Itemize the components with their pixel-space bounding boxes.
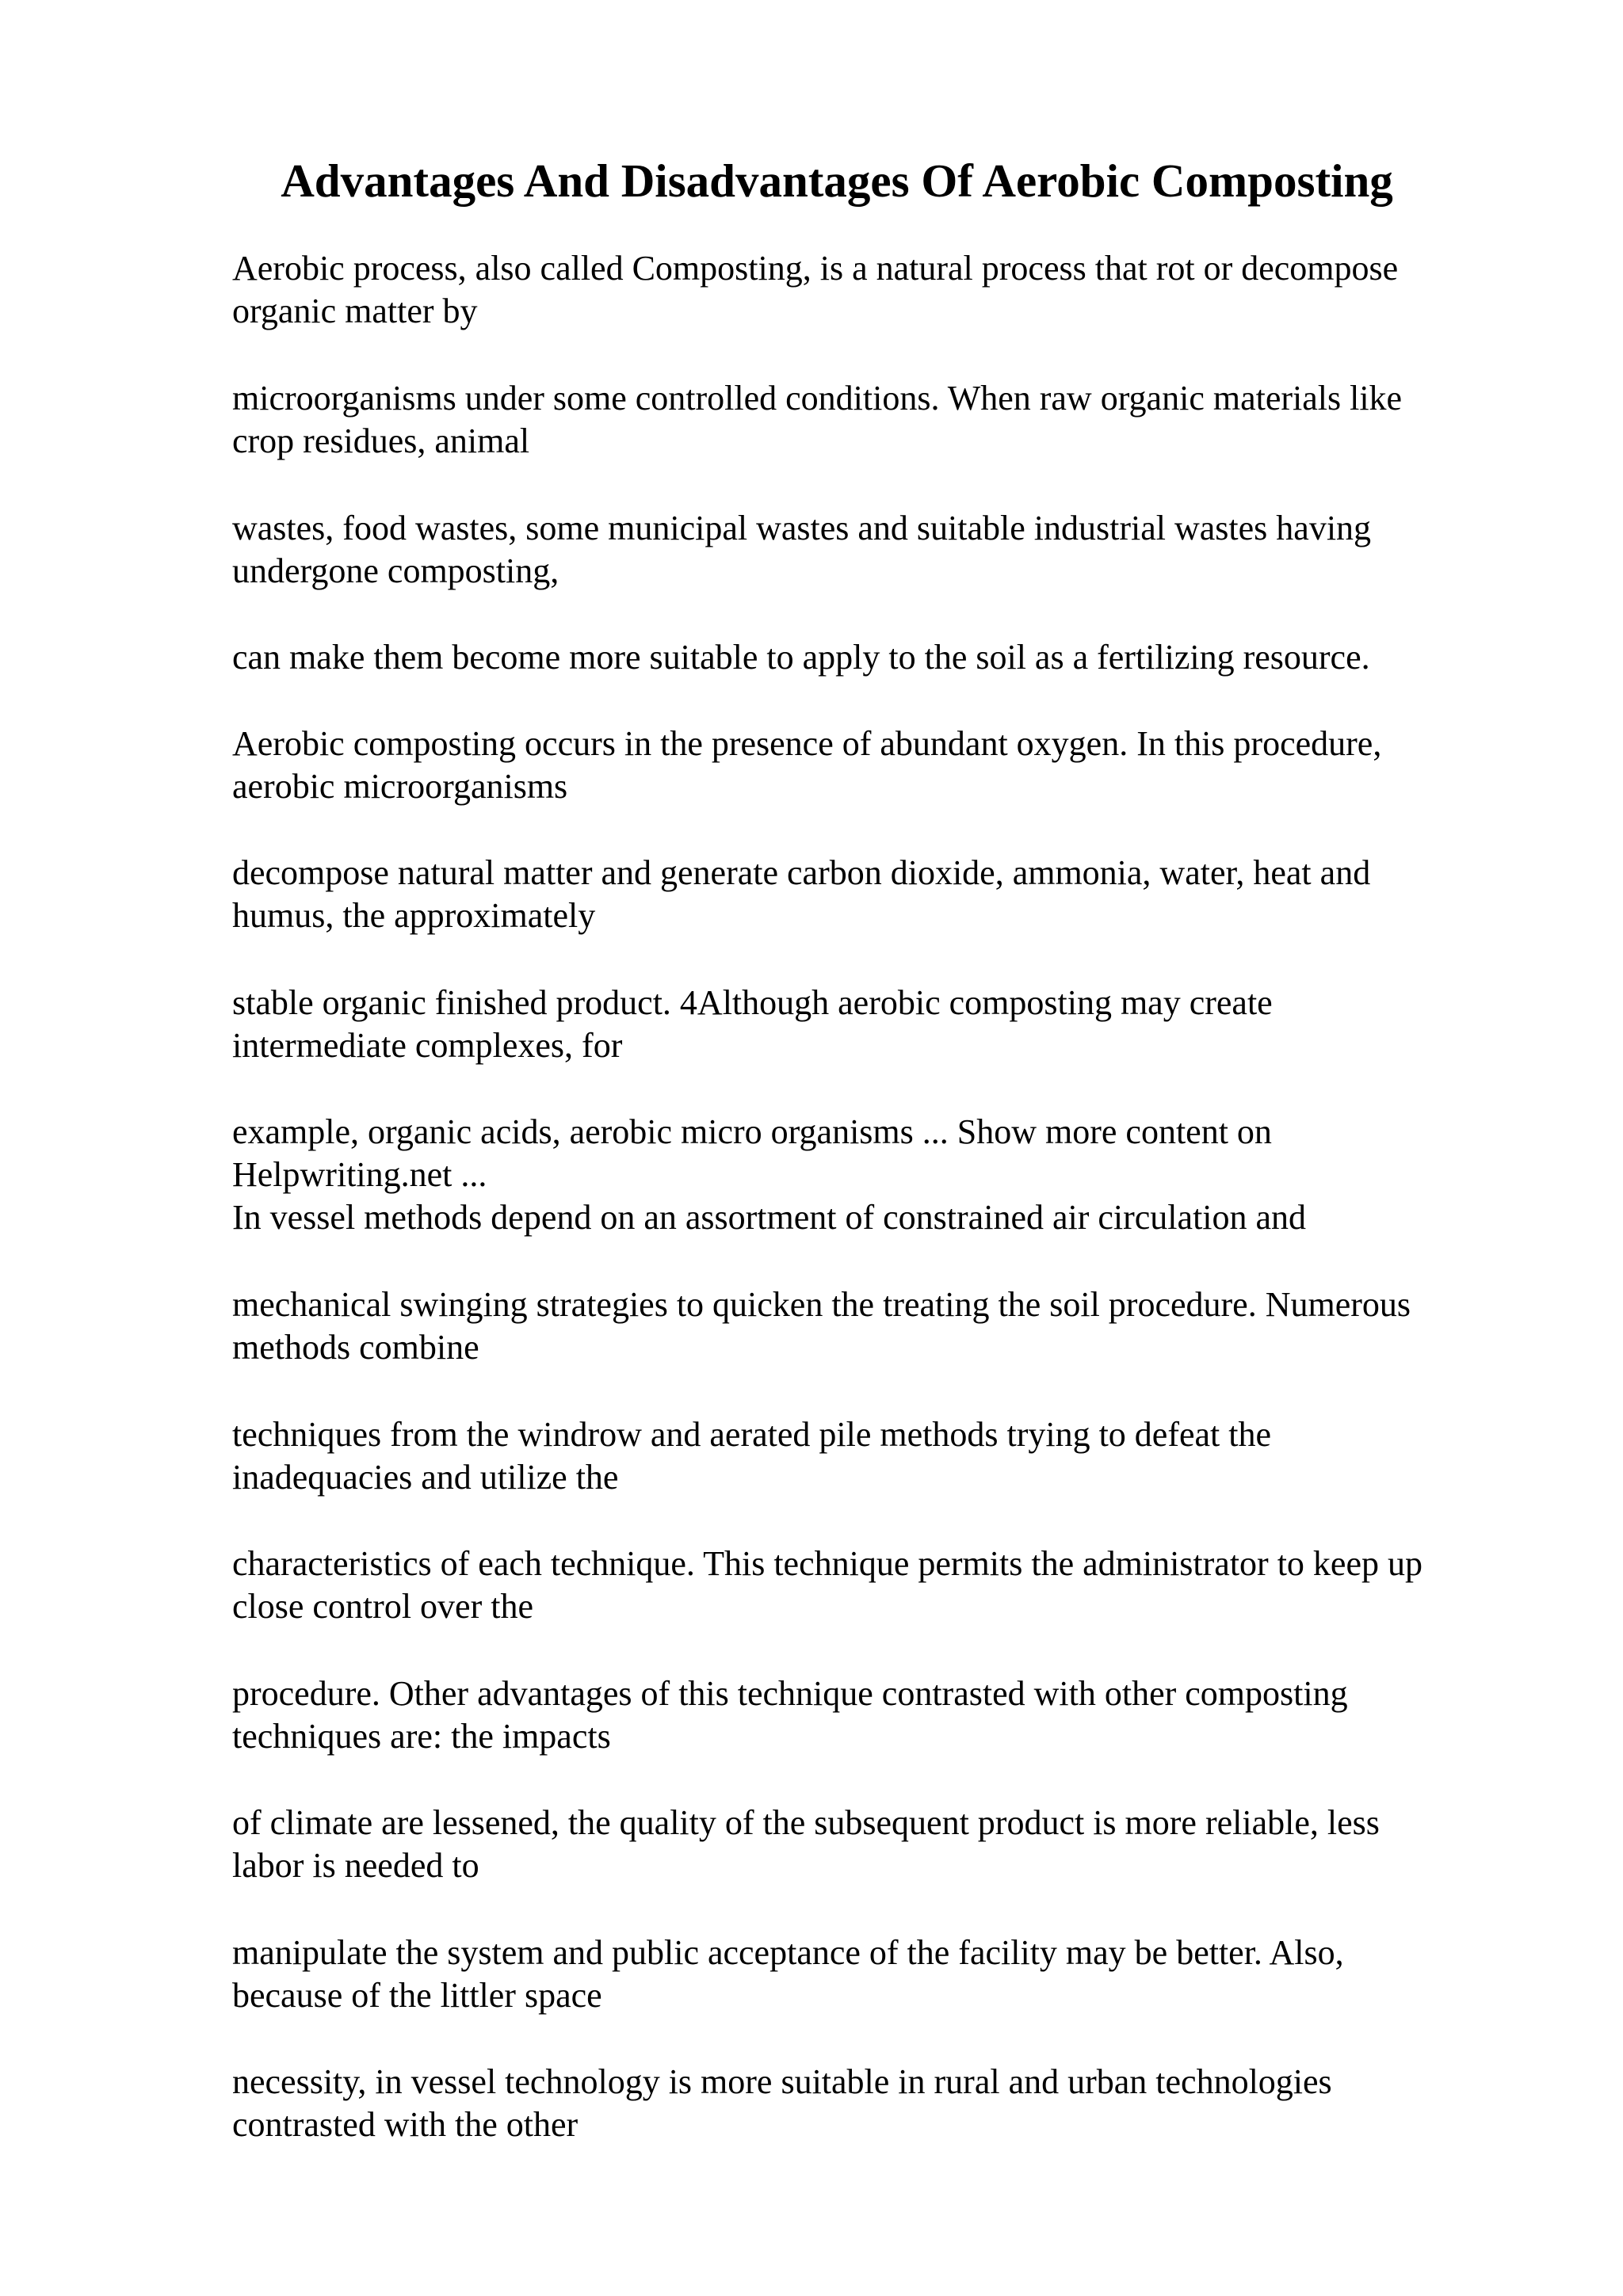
paragraph-8 [232,1111,1595,1239]
document-title: Advantages And Disadvantages Of Aerobic Composting [281,154,1393,207]
paragraph-line: labor is needed to [232,1846,479,1885]
paragraph-line: humus, the approximately [232,896,596,935]
paragraph-line: undergone composting, [232,551,559,590]
paragraph-4 [232,636,1595,679]
paragraph-line: close control over the [232,1587,533,1626]
paragraph-line: techniques from the windrow and aerated pile methods trying to defeat the [232,1415,1272,1454]
paragraph-line: Helpwriting.net ... [232,1155,487,1194]
paragraph-line: procedure. Other advantages of this technique contrasted with other composting [232,1674,1348,1713]
paragraph-line: example, organic acids, aerobic micro organisms ... Show more content on [232,1112,1272,1151]
paragraph-line: organic matter by [232,292,478,330]
paragraph-line: mechanical swinging strategies to quicken the treating the soil procedure. Numerous [232,1285,1411,1324]
paragraph-6 [232,852,1595,937]
paragraph-7 [232,982,1595,1067]
paragraph-1 [232,247,1595,333]
paragraph-line: In vessel methods depend on an assortment of constrained air circulation and [232,1198,1307,1237]
paragraph-line: microorganisms under some controlled conditions. When raw organic materials like [232,379,1403,418]
paragraph-line: can make them become more suitable to apply to the soil as a fertilizing resource. [232,638,1370,677]
paragraph-line: contrasted with the other [232,2105,579,2144]
paragraph-line: stable organic finished product. 4Although aerobic composting may create [232,983,1273,1022]
paragraph-line: decompose natural matter and generate carbon dioxide, ammonia, water, heat and [232,853,1371,892]
paragraph-line: crop residues, animal [232,421,530,460]
paragraph-9 [232,1283,1595,1369]
paragraph-line: methods combine [232,1328,479,1367]
paragraph-line: Aerobic composting occurs in the presence of abundant oxygen. In this procedure, [232,724,1382,763]
paragraph-line: wastes, food wastes, some municipal wastes and suitable industrial wastes having [232,509,1372,547]
paragraph-13 [232,1802,1595,1887]
paragraph-10 [232,1413,1595,1499]
paragraph-5 [232,723,1595,808]
paragraph-line: of climate are lessened, the quality of the subsequent product is more reliable, less [232,1803,1380,1842]
paragraph-12 [232,1672,1595,1758]
paragraph-line: intermediate complexes, for [232,1026,623,1065]
paragraph-3 [232,507,1595,593]
paragraph-15 [232,2061,1595,2146]
paragraph-line: because of the littler space [232,1976,602,2015]
paragraph-2 [232,377,1595,463]
paragraph-line: manipulate the system and public acceptance of the facility may be better. Also, [232,1933,1344,1972]
paragraph-line: aerobic microorganisms [232,767,568,806]
paragraph-line: necessity, in vessel technology is more suitable in rural and urban technologies [232,2062,1332,2101]
paragraph-11 [232,1543,1595,1628]
paragraph-line: inadequacies and utilize the [232,1458,619,1497]
paragraph-line: characteristics of each technique. This technique permits the administrator to keep up [232,1544,1423,1583]
paragraph-line: Aerobic process, also called Composting, is a natural process that rot or decompose [232,249,1399,288]
paragraph-14 [232,1932,1595,2017]
paragraph-line: techniques are: the impacts [232,1717,611,1756]
